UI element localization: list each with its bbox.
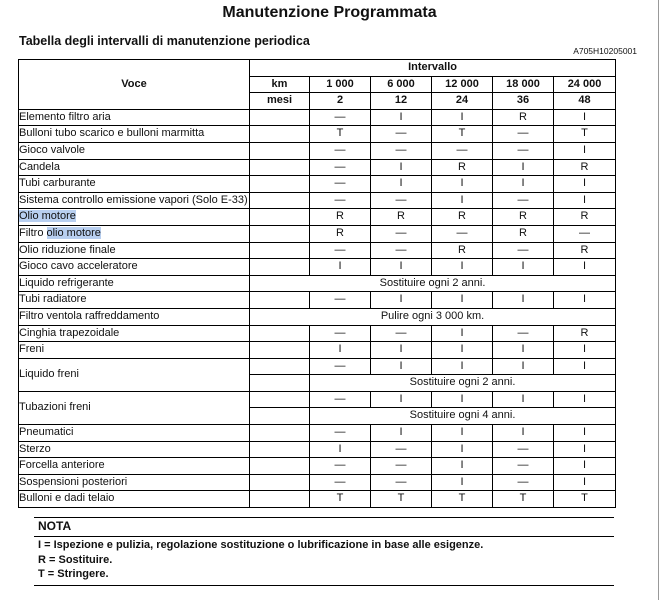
km-cell	[250, 491, 310, 508]
header-intervallo: Intervallo	[250, 60, 616, 77]
interval-value: —	[493, 242, 554, 259]
table-row	[19, 259, 616, 276]
km-cell	[250, 358, 310, 375]
row-item-label: Sistema controllo emissione vapori (Solo E-33)	[19, 192, 250, 209]
note-line-inspection: I = Ispezione e pulizia, regolazione sostituzione o lubrificazione in base alle esigenze.	[38, 539, 484, 551]
reference-code: A705H10205001	[573, 46, 637, 56]
header-row-intervallo	[19, 60, 616, 77]
km-cell	[250, 192, 310, 209]
km-cell	[250, 142, 310, 159]
km-cell	[250, 441, 310, 458]
interval-value: I	[432, 259, 493, 276]
table-row	[19, 126, 616, 143]
interval-value: —	[554, 225, 616, 242]
interval-value: —	[310, 292, 371, 309]
interval-value: I	[371, 159, 432, 176]
interval-value: I	[432, 474, 493, 491]
interval-value: I	[432, 441, 493, 458]
interval-value: —	[371, 192, 432, 209]
interval-value: I	[554, 192, 616, 209]
km-cell	[250, 176, 310, 193]
row-item-label: Liquido refrigerante	[19, 275, 250, 292]
interval-note: Sostituire ogni 4 anni.	[310, 408, 616, 425]
interval-value: I	[493, 358, 554, 375]
table-row	[19, 275, 616, 292]
interval-value: —	[310, 242, 371, 259]
interval-value: I	[371, 358, 432, 375]
row-item-label: Filtro ventola raffreddamento	[19, 308, 250, 325]
interval-value: —	[310, 159, 371, 176]
km-cell	[250, 325, 310, 342]
interval-value: —	[493, 142, 554, 159]
note-line-replace: R = Sostituire.	[38, 554, 113, 566]
km-cell	[250, 474, 310, 491]
interval-note: Sostituire ogni 2 anni.	[310, 375, 616, 392]
km-cell	[250, 458, 310, 475]
interval-value: R	[493, 225, 554, 242]
interval-value: I	[371, 425, 432, 442]
interval-value: —	[493, 458, 554, 475]
row-item-label: Bulloni tubo scarico e bulloni marmitta	[19, 126, 250, 143]
table-row	[19, 192, 616, 209]
km-cell	[250, 408, 310, 425]
interval-value: —	[310, 391, 371, 408]
interval-value: —	[310, 325, 371, 342]
interval-value: —	[493, 126, 554, 143]
km-cell	[250, 375, 310, 392]
row-item-label: Freni	[19, 342, 250, 359]
header-mesi-value: 12	[371, 93, 432, 110]
interval-value: T	[310, 491, 371, 508]
interval-value: R	[554, 242, 616, 259]
interval-value: I	[310, 342, 371, 359]
interval-value: T	[310, 126, 371, 143]
km-cell	[250, 292, 310, 309]
km-cell	[250, 425, 310, 442]
interval-value: I	[432, 342, 493, 359]
km-cell	[250, 259, 310, 276]
header-km-value: 24 000	[554, 76, 616, 93]
interval-value: —	[310, 176, 371, 193]
interval-note: Sostituire ogni 2 anni.	[250, 275, 616, 292]
header-km-value: 12 000	[432, 76, 493, 93]
interval-value: I	[432, 458, 493, 475]
interval-value: —	[310, 142, 371, 159]
interval-value: I	[554, 292, 616, 309]
table-row	[19, 358, 616, 375]
interval-value: R	[554, 209, 616, 226]
interval-value: —	[371, 225, 432, 242]
row-item-label	[19, 209, 250, 226]
interval-value: I	[493, 391, 554, 408]
table-row	[19, 325, 616, 342]
interval-value: —	[371, 325, 432, 342]
interval-value: —	[493, 192, 554, 209]
note-top-rule	[34, 517, 614, 518]
table-row	[19, 308, 616, 325]
interval-value: I	[554, 474, 616, 491]
row-item-label: Sterzo	[19, 441, 250, 458]
interval-value: I	[554, 109, 616, 126]
km-cell	[250, 342, 310, 359]
interval-value: I	[371, 176, 432, 193]
interval-value: I	[432, 358, 493, 375]
row-item-label: Bulloni e dadi telaio	[19, 491, 250, 508]
item-text: Filtro	[19, 226, 47, 239]
row-item-label: Cinghia trapezoidale	[19, 325, 250, 342]
interval-value: I	[371, 342, 432, 359]
interval-value: I	[554, 142, 616, 159]
row-item-label: Liquido freni	[19, 358, 250, 391]
note-bottom-rule	[34, 585, 614, 586]
header-mesi-label: mesi	[250, 93, 310, 110]
interval-value: R	[493, 109, 554, 126]
km-cell	[250, 242, 310, 259]
interval-value: T	[432, 491, 493, 508]
interval-value: —	[310, 458, 371, 475]
note-title: NOTA	[38, 519, 72, 533]
header-mesi-value: 36	[493, 93, 554, 110]
km-cell	[250, 126, 310, 143]
interval-value: I	[432, 325, 493, 342]
table-row	[19, 292, 616, 309]
interval-value: I	[371, 109, 432, 126]
table-row	[19, 458, 616, 475]
table-row	[19, 225, 616, 242]
page-title: Manutenzione Programmata	[222, 4, 437, 21]
interval-value: —	[371, 458, 432, 475]
header-mesi-value: 48	[554, 93, 616, 110]
interval-value: —	[371, 142, 432, 159]
interval-value: I	[432, 109, 493, 126]
interval-value: I	[493, 292, 554, 309]
header-km-value: 1 000	[310, 76, 371, 93]
row-item-label: Gioco valvole	[19, 142, 250, 159]
interval-value: —	[371, 441, 432, 458]
interval-value: T	[554, 126, 616, 143]
interval-value: I	[432, 192, 493, 209]
interval-value: I	[554, 425, 616, 442]
interval-value: I	[432, 391, 493, 408]
interval-value: —	[310, 425, 371, 442]
table-row	[19, 159, 616, 176]
interval-value: I	[432, 176, 493, 193]
interval-value: I	[493, 342, 554, 359]
interval-value: —	[493, 474, 554, 491]
interval-value: —	[371, 242, 432, 259]
interval-value: R	[432, 242, 493, 259]
interval-value: I	[554, 342, 616, 359]
table-row	[19, 109, 616, 126]
km-cell	[250, 209, 310, 226]
row-item-label: Tubi carburante	[19, 176, 250, 193]
interval-value: I	[493, 176, 554, 193]
table-row	[19, 209, 616, 226]
row-item-label: Olio riduzione finale	[19, 242, 250, 259]
interval-value: I	[432, 292, 493, 309]
maintenance-table	[18, 59, 616, 508]
interval-value: I	[371, 391, 432, 408]
row-item-label: Sospensioni posteriori	[19, 474, 250, 491]
interval-value: I	[371, 292, 432, 309]
interval-value: I	[432, 425, 493, 442]
interval-value: I	[310, 441, 371, 458]
interval-value: R	[432, 209, 493, 226]
interval-value: —	[371, 126, 432, 143]
interval-value: T	[493, 491, 554, 508]
interval-value: I	[493, 159, 554, 176]
row-item-label: Pneumatici	[19, 425, 250, 442]
table-row	[19, 342, 616, 359]
interval-value: R	[554, 159, 616, 176]
table-row	[19, 491, 616, 508]
table-row	[19, 391, 616, 408]
note-divider	[34, 536, 614, 537]
km-cell	[250, 159, 310, 176]
km-cell	[250, 109, 310, 126]
interval-value: I	[554, 391, 616, 408]
header-mesi-value: 24	[432, 93, 493, 110]
row-item-label	[19, 225, 250, 242]
interval-value: I	[554, 358, 616, 375]
interval-value: T	[432, 126, 493, 143]
search-highlight: Olio motore	[19, 210, 76, 223]
interval-value: —	[310, 358, 371, 375]
interval-value: I	[493, 259, 554, 276]
header-km-value: 18 000	[493, 76, 554, 93]
header-km-label: km	[250, 76, 310, 93]
interval-value: R	[371, 209, 432, 226]
header-km-value: 6 000	[371, 76, 432, 93]
interval-value: I	[554, 441, 616, 458]
interval-value: —	[493, 325, 554, 342]
search-highlight: olio motore	[46, 226, 101, 239]
interval-value: I	[310, 259, 371, 276]
interval-value: R	[554, 325, 616, 342]
interval-value: —	[432, 142, 493, 159]
interval-value: —	[371, 474, 432, 491]
header-voce: Voce	[19, 60, 250, 110]
interval-value: T	[371, 491, 432, 508]
interval-value: I	[493, 425, 554, 442]
interval-note: Pulire ogni 3 000 km.	[250, 308, 616, 325]
interval-value: —	[310, 474, 371, 491]
interval-value: R	[432, 159, 493, 176]
interval-value: I	[554, 259, 616, 276]
table-row	[19, 425, 616, 442]
interval-value: R	[310, 225, 371, 242]
note-line-tighten: T = Stringere.	[38, 568, 109, 580]
km-cell	[250, 225, 310, 242]
interval-value: I	[554, 176, 616, 193]
interval-value: —	[493, 441, 554, 458]
table-row	[19, 176, 616, 193]
table-row	[19, 474, 616, 491]
row-item-label: Gioco cavo acceleratore	[19, 259, 250, 276]
interval-value: —	[310, 192, 371, 209]
km-cell	[250, 391, 310, 408]
interval-value: —	[310, 109, 371, 126]
interval-value: I	[371, 259, 432, 276]
interval-value: R	[493, 209, 554, 226]
row-item-label: Elemento filtro aria	[19, 109, 250, 126]
row-item-label: Tubazioni freni	[19, 391, 250, 424]
interval-value: —	[432, 225, 493, 242]
interval-value: I	[554, 458, 616, 475]
table-row	[19, 142, 616, 159]
table-title: Tabella degli intervalli di manutenzione periodica	[19, 34, 310, 48]
table-row	[19, 441, 616, 458]
table-row	[19, 242, 616, 259]
row-item-label: Forcella anteriore	[19, 458, 250, 475]
interval-value: R	[310, 209, 371, 226]
row-item-label: Candela	[19, 159, 250, 176]
header-mesi-value: 2	[310, 93, 371, 110]
interval-value: T	[554, 491, 616, 508]
row-item-label: Tubi radiatore	[19, 292, 250, 309]
